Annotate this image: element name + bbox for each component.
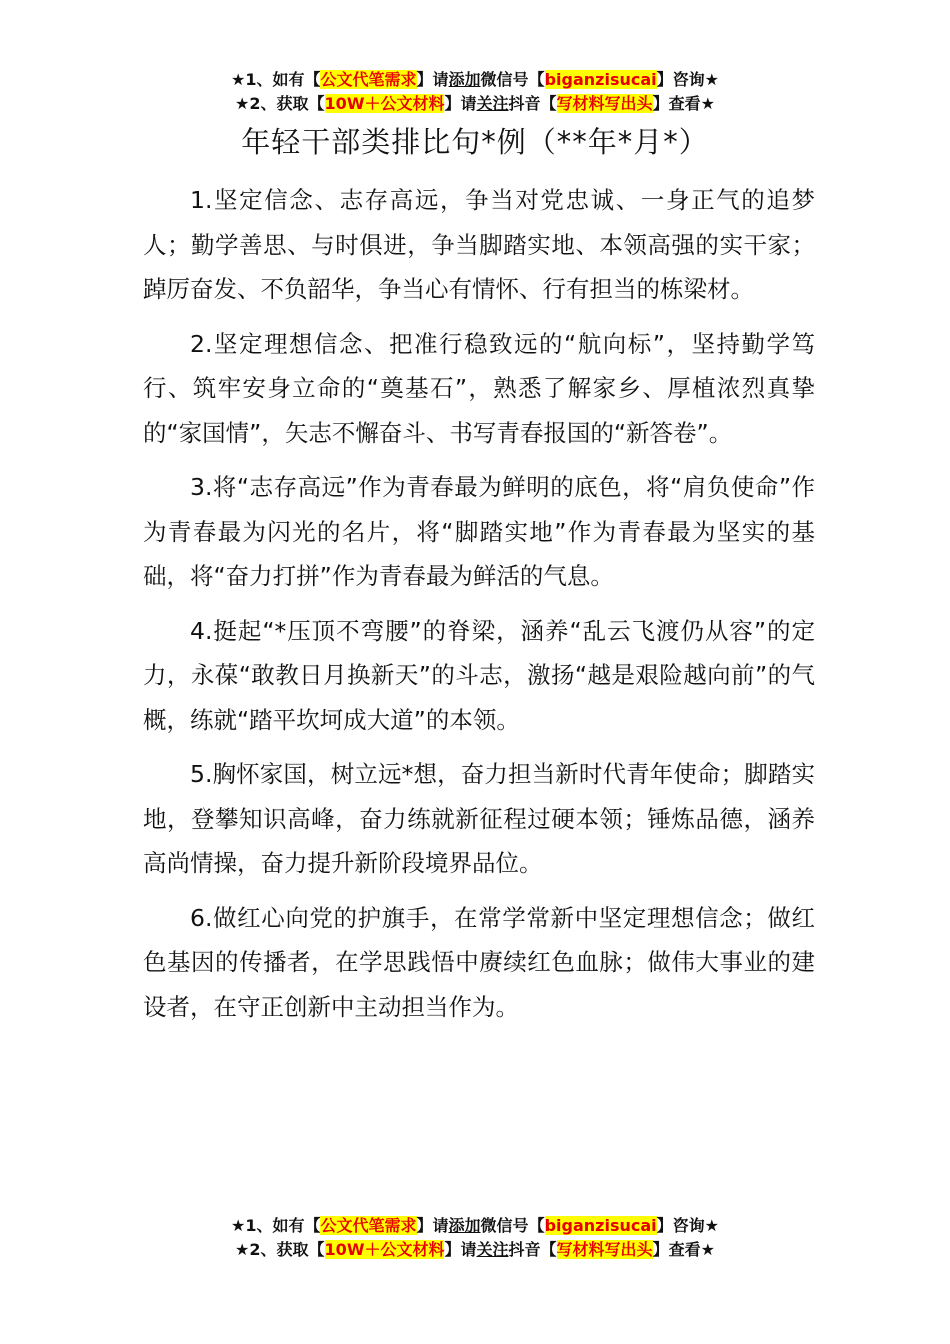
bottom-banner [0,1214,950,1262]
underlined-text: 添加 [448,1216,481,1235]
highlight-materials: 10W＋公文材料 [324,1240,445,1259]
star-icon: ★ [700,1240,715,1259]
underlined-text: 添加 [448,70,481,89]
bracket: 】 [652,1240,669,1259]
highlight-service: 公文代笔需求 [320,70,417,89]
star-icon: ★ [704,1216,720,1235]
paragraph-6: 6.做红心向党的护旗手，在常学常新中坚定理想信念；做红色基因的传播者，在学思践悟中赓续红色血脉；做伟大事业的建设者，在守正创新中主动担当作为。 [143,903,815,1021]
banner-text: 查看 [668,94,701,113]
star-icon: ★ [235,1240,250,1259]
highlight-wechat-id: biganzisucai [544,70,657,89]
highlight-douyin-account: 写材料写出头 [556,94,653,113]
bracket: 【 [304,1216,321,1235]
highlight-service: 公文代笔需求 [320,1216,417,1235]
underlined-text: 关注 [476,1240,509,1259]
bracket: 【 [308,1240,325,1259]
banner-text: 2、获取 [249,94,309,113]
underlined-text: 关注 [476,94,509,113]
bracket: 】 [416,70,433,89]
star-icon: ★ [230,70,246,89]
highlight-wechat-id: biganzisucai [544,1216,657,1235]
document-title: 年轻干部类排比句*例（**年*月*） [241,125,709,159]
banner-text: 请 [432,1216,449,1235]
bracket: 】 [444,94,461,113]
bracket: 】 [416,1216,433,1235]
banner-text: 微信号 [480,70,529,89]
banner-text: 咨询 [672,1216,705,1235]
banner-line-1 [0,68,950,92]
bracket: 】 [444,1240,461,1259]
bracket: 【 [528,1216,545,1235]
bracket: 】 [656,1216,673,1235]
document-body [143,178,815,1039]
bracket: 【 [308,94,325,113]
star-icon: ★ [230,1216,246,1235]
banner-line-2 [0,92,950,116]
bracket: 【 [528,70,545,89]
highlight-douyin-account: 写材料写出头 [556,1240,653,1259]
paragraph-5: 5.胸怀家国，树立远*想，奋力担当新时代青年使命；脚踏实地，登攀知识高峰，奋力练就新征程过硬本领；锤炼品德，涵养高尚情操，奋力提升新阶段境界品位。 [143,760,815,877]
banner-line-1 [0,1214,950,1238]
bracket: 【 [304,70,321,89]
banner-text: 请 [460,94,477,113]
bracket: 】 [656,70,673,89]
star-icon: ★ [235,94,250,113]
highlight-materials: 10W＋公文材料 [324,94,445,113]
star-icon: ★ [704,70,720,89]
banner-text: 1、如有 [245,70,305,89]
banner-text: 抖音 [508,1240,541,1259]
top-banner [0,68,950,116]
paragraph-1: 1.坚定信念、志存高远，争当对党忠诚、一身正气的追梦人；勤学善思、与时俱进，争当脚踏实地、本领高强的实干家；踔厉奋发、不负韶华，争当心有情怀、行有担当的栋梁材。 [143,186,815,303]
paragraph-3: 3.将“志存高远”作为青春最为鲜明的底色，将“肩负使命”作为青春最为闪光的名片，将“脚踏实地”作为青春最为坚实的基础，将“奋力打拼”作为青春最为鲜活的气息。 [143,473,815,590]
banner-text: 请 [432,70,449,89]
bracket: 【 [540,94,557,113]
bracket: 】 [652,94,669,113]
banner-text: 微信号 [480,1216,529,1235]
star-icon: ★ [700,94,715,113]
banner-text: 抖音 [508,94,541,113]
paragraph-2: 2.坚定理想信念、把准行稳致远的“航向标”，坚持勤学笃行、筑牢安身立命的“奠基石”，熟悉了解家乡、厚植浓烈真挚的“家国情”，矢志不懈奋斗、书写青春报国的“新答卷”。 [143,329,815,447]
banner-text: 咨询 [672,70,705,89]
bracket: 【 [540,1240,557,1259]
banner-line-2 [0,1238,950,1262]
paragraph-4: 4.挺起“*压顶不弯腰”的脊梁，涵养“乱云飞渡仍从容”的定力，永葆“敢教日月换新天”的斗志，激扬“越是艰险越向前”的气概，练就“踏平坎坷成大道”的本领。 [143,616,815,734]
banner-text: 2、获取 [249,1240,309,1259]
banner-text: 请 [460,1240,477,1259]
banner-text: 查看 [668,1240,701,1259]
banner-text: 1、如有 [245,1216,305,1235]
